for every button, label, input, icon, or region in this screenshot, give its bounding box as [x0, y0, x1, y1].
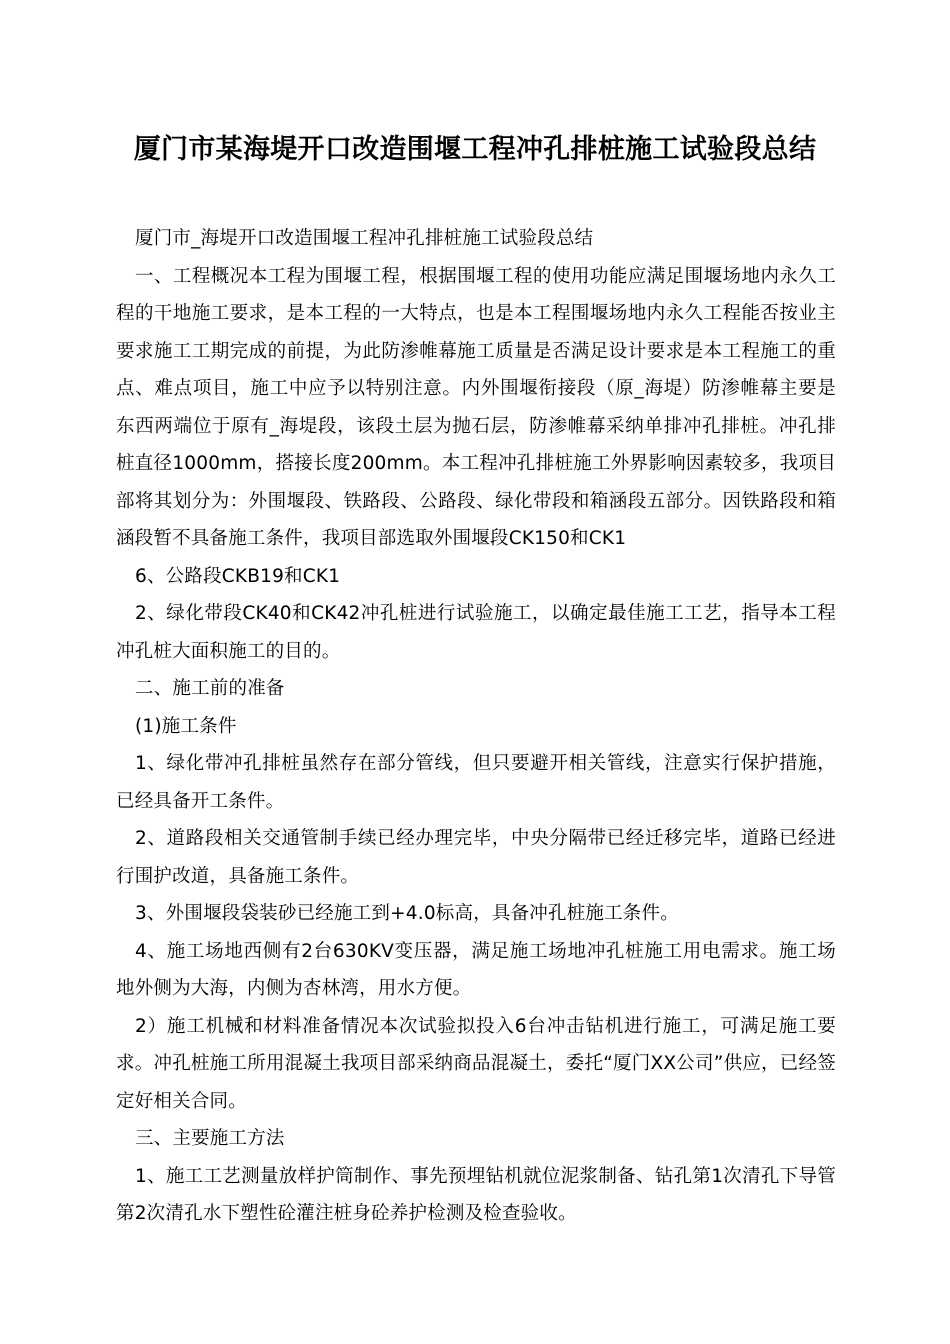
paragraph-machinery-materials: 2）施工机械和材料准备情况本次试验拟投入6台冲击钻机进行施工，可满足施工要求。冲孔桩施工所用混凝土我项目部采纳商品混凝土，委托“厦门XX公司”供应，已经签定好相关合同。: [116, 1015, 836, 1112]
paragraph-condition-4: 4、施工场地西侧有2台630KV变压器，满足施工场地冲孔桩施工用电需求。施工场地外侧为大海，内侧为杏林湾，用水方便。: [116, 940, 836, 999]
paragraph-condition-3: 3、外围堰段袋装砂已经施工到+4.0标高，具备冲孔桩施工条件。: [135, 903, 679, 924]
paragraph-process-flow: 1、施工工艺测量放样护筒制作、事先预埋钻机就位泥浆制备、钻孔第1次清孔下导管第2次清孔水下塑性砼灌注桩身砼养护检测及检查验收。: [116, 1165, 836, 1224]
document-title: 厦门市某海堤开口改造围堰工程冲孔排桩施工试验段总结: [133, 134, 817, 165]
paragraph-project-overview: 一、工程概况本工程为围堰工程，根据围堰工程的使用功能应满足围堰场地内永久工程的干地施工要求，是本工程的一大特点，也是本工程围堰场地内永久工程能否按业主要求施工工期完成的前提，为此防渗帷幕施工质量是否满足设计要求是本工程施工的重点、难点项目，施工中应予以特别注意。内外围堰衔接段（原_海堤）防渗帷幕主要是东西两端位于原有_海堤段，该段土层为抛石层，防渗帷幕采纳单排冲孔排桩。冲孔排桩直径1000mm，搭接长度200mm。本工程冲孔排桩施工外界影响因素较多，我项目部将其划分为：外围堰段、铁路段、公路段、绿化带段和箱涵段五部分。因铁路段和箱涵段暂不具备施工条件，我项目部选取外围堰段CK150和CK1: [116, 265, 836, 549]
heading-construction-conditions: (1)施工条件: [135, 715, 237, 737]
heading-main-methods: 三、主要施工方法: [135, 1128, 285, 1149]
document-body: [116, 220, 836, 1233]
paragraph-condition-1: 1、绿化带冲孔排桩虽然存在部分管线，但只要避开相关管线，注意实行保护措施，已经具备开工条件。: [116, 753, 836, 812]
paragraph-road-section: 6、公路段CKB19和CK1: [135, 565, 341, 587]
heading-preparation: 二、施工前的准备: [135, 678, 285, 699]
paragraph-subtitle: 厦门市_海堤开口改造围堰工程冲孔排桩施工试验段总结: [135, 228, 594, 249]
paragraph-greenbelt-section: 2、绿化带段CK40和CK42冲孔桩进行试验施工，以确定最佳施工工艺，指导本工程冲孔桩大面积施工的目的。: [116, 603, 836, 662]
paragraph-condition-2: 2、道路段相关交通管制手续已经办理完毕，中央分隔带已经迁移完毕，道路已经进行围护改道，具备施工条件。: [116, 828, 836, 887]
